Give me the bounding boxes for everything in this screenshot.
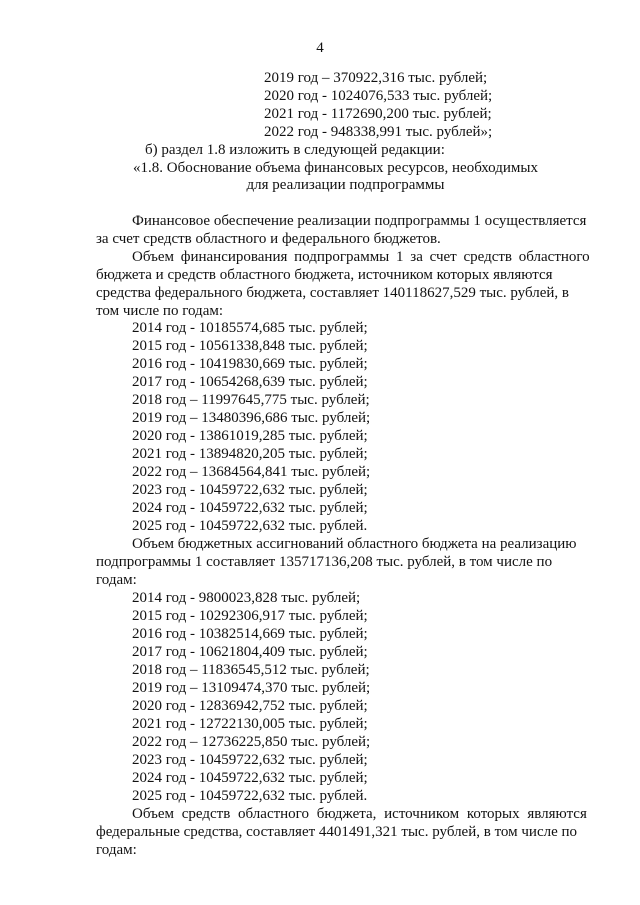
total-year-line: 2017 год - 10654268,639 тыс. рублей;: [132, 374, 368, 390]
para2-line2: бюджета и средств областного бюджета, источником которых являются: [96, 267, 553, 283]
regional-year-line: 2021 год - 12722130,005 тыс. рублей;: [132, 716, 368, 732]
para2-line1: Объем финансирования подпрограммы 1 за счет средств областного: [132, 249, 590, 265]
regional-year-line: 2018 год – 11836545,512 тыс. рублей;: [132, 662, 370, 678]
prev-year-line: 2019 год – 370922,316 тыс. рублей;: [264, 70, 488, 86]
prev-year-line: 2022 год - 948338,991 тыс. рублей»;: [264, 124, 493, 140]
para2-line3: средства федерального бюджета, составляет 140118627,529 тыс. рублей, в: [96, 285, 569, 301]
para3-line2: подпрограммы 1 составляет 135717136,208 тыс. рублей, в том числе по: [96, 554, 553, 570]
section-heading-line1: «1.8. Обоснование объема финансовых ресурсов, необходимых: [133, 160, 538, 176]
regional-year-line: 2016 год - 10382514,669 тыс. рублей;: [132, 626, 368, 642]
total-year-line: 2014 год - 10185574,685 тыс. рублей;: [132, 320, 368, 336]
para4-line1: Объем средств областного бюджета, источником которых являются: [132, 806, 587, 822]
regional-year-line: 2019 год – 13109474,370 тыс. рублей;: [132, 680, 371, 696]
total-year-line: 2016 год - 10419830,669 тыс. рублей;: [132, 356, 368, 372]
para4-line3: годам:: [96, 842, 137, 858]
section-heading-line2: для реализации подпрограммы: [246, 177, 445, 193]
regional-year-line: 2025 год - 10459722,632 тыс. рублей.: [132, 788, 368, 804]
total-year-line: 2020 год - 13861019,285 тыс. рублей;: [132, 428, 368, 444]
regional-year-line: 2024 год - 10459722,632 тыс. рублей;: [132, 770, 368, 786]
para2-line4: том числе по годам:: [96, 303, 224, 319]
para4-line2: федеральные средства, составляет 4401491,321 тыс. рублей, в том числе по: [96, 824, 578, 840]
total-year-line: 2015 год - 10561338,848 тыс. рублей;: [132, 338, 368, 354]
total-year-line: 2025 год - 10459722,632 тыс. рублей.: [132, 518, 368, 534]
regional-year-line: 2015 год - 10292306,917 тыс. рублей;: [132, 608, 368, 624]
section-b-intro: б) раздел 1.8 изложить в следующей редакции:: [145, 142, 445, 158]
total-year-line: 2022 год – 13684564,841 тыс. рублей;: [132, 464, 371, 480]
para1-line1: [132, 213, 595, 230]
total-year-line: 2019 год – 13480396,686 тыс. рублей;: [132, 410, 371, 426]
para1-line1-text: Финансовое обеспечение реализации подпрограммы 1 осуществляется: [132, 213, 587, 229]
total-year-line: 2023 год - 10459722,632 тыс. рублей;: [132, 482, 368, 498]
total-year-line: 2021 год - 13894820,205 тыс. рублей;: [132, 446, 368, 462]
total-year-line: 2024 год - 10459722,632 тыс. рублей;: [132, 500, 368, 516]
prev-year-line: 2021 год - 1172690,200 тыс. рублей;: [264, 106, 492, 122]
prev-year-line: 2020 год - 1024076,533 тыс. рублей;: [264, 88, 493, 104]
regional-year-line: 2014 год - 9800023,828 тыс. рублей;: [132, 590, 361, 606]
page-number: 4: [316, 40, 324, 56]
regional-year-line: 2023 год - 10459722,632 тыс. рублей;: [132, 752, 368, 768]
total-year-line: 2018 год – 11997645,775 тыс. рублей;: [132, 392, 370, 408]
para3-line1: Объем бюджетных ассигнований областного бюджета на реализацию: [132, 536, 577, 552]
regional-year-line: 2022 год – 12736225,850 тыс. рублей;: [132, 734, 371, 750]
para1-line2: за счет средств областного и федерального бюджетов.: [96, 231, 441, 247]
regional-year-line: 2017 год - 10621804,409 тыс. рублей;: [132, 644, 368, 660]
para3-line3: годам:: [96, 572, 137, 588]
regional-year-line: 2020 год - 12836942,752 тыс. рублей;: [132, 698, 368, 714]
